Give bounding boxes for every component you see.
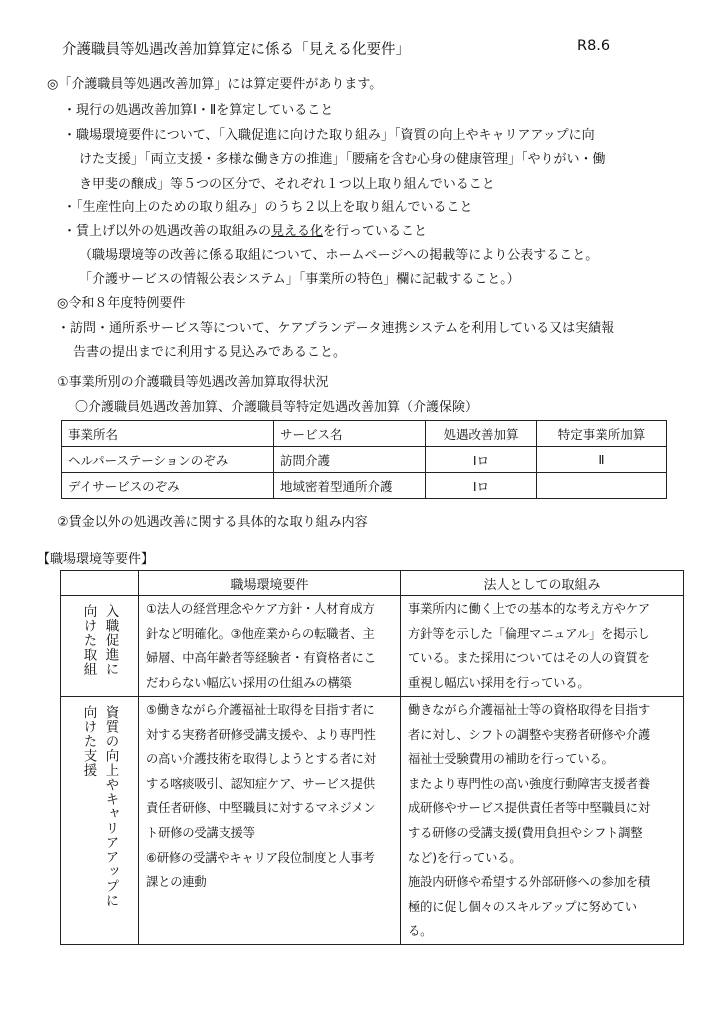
workplace-row-recruitment xyxy=(61,596,684,697)
category-cell xyxy=(61,697,139,945)
intro-lead: ◎「介護職員等処遇改善加算」には算定要件があります。 xyxy=(47,77,383,92)
bullet-4-post: を行っていること xyxy=(323,224,428,239)
col-header-service: サービス名 xyxy=(274,421,426,447)
section-1-heading: ①事業所別の介護職員等処遇改善加算取得状況 xyxy=(57,375,329,390)
requirement-line: ①法人の経営理念やケア方針・人材育成方 xyxy=(146,602,375,616)
requirement-line: ⑥研修の受講やキャリア段位制度と人事考 xyxy=(146,850,375,865)
action-cell xyxy=(401,596,684,697)
requirement-line: 婦層、中高年齢者等経験者・有資格者にこ xyxy=(146,651,376,666)
visible-requirement-underline: 見える化 xyxy=(271,224,324,239)
requirement-line: ト研修の受講支援等 xyxy=(146,825,255,840)
action-line: 極的に促し個々のスキルアップに努めてい xyxy=(408,899,637,914)
action-line: 事業所内に働く上での基本的な考え方やケア xyxy=(408,602,650,616)
cell-allowance: Ⅰロ xyxy=(426,473,537,499)
cell-specific: Ⅱ xyxy=(537,447,667,473)
bullet-3: ・「生産性向上のための取り組み」のうち２以上を取り組んでいること xyxy=(63,200,473,215)
bullet-2-line-1: ・職場環境要件について、「入職促進に向けた取り組み」「資質の向上やキャリアアップに向 xyxy=(63,128,595,143)
special-line-1: ・訪問・通所系サービス等について、ケアプランデータ連携システムを利用している又は実績報 xyxy=(57,321,615,336)
requirement-line: する喀痰吸引、認知症ケア、サービス提供 xyxy=(146,776,375,791)
cell-allowance: Ⅰロ xyxy=(426,447,537,473)
special-heading: ◎令和８年度特例要件 xyxy=(57,296,186,311)
action-line: ている。また採用についてはその人の資質を xyxy=(408,651,650,666)
action-line: 成研修やサービス提供責任者等中堅職員に対 xyxy=(408,801,650,816)
action-cell xyxy=(401,697,684,945)
bullet-1: ・現行の処遇改善加算Ⅰ・Ⅱを算定していること xyxy=(63,103,334,118)
category-col-1: 入職促進に xyxy=(102,604,119,677)
bullet-2-line-2: けた支援」「両立支援・多様な働き方の推進」「腰痛を含む心身の健康管理」「やりがい・働 xyxy=(79,152,606,167)
workplace-header-row xyxy=(61,571,684,596)
category-col-2: 向けた取組 xyxy=(80,604,97,677)
col-header-office: 事業所名 xyxy=(62,421,274,447)
action-line: 重視し幅広い採用を行っている。 xyxy=(408,675,590,690)
table-row xyxy=(62,447,667,473)
col-header-specific: 特定事業所加算 xyxy=(537,421,667,447)
section-1-subheading: 〇介護職員処遇改善加算、介護職員等特定処遇改善加算（介護保険） xyxy=(75,400,479,415)
category-col-2: 向けた支援 xyxy=(80,705,97,778)
col-header-requirement: 職場環境要件 xyxy=(139,571,401,596)
workplace-label: 【職場環境等要件】 xyxy=(37,552,155,567)
action-line: する研修の受講支援(費用負担やシフト調整 xyxy=(408,825,643,840)
action-line: 施設内研修や希望する外部研修への参加を積 xyxy=(408,875,650,890)
table-header-row xyxy=(62,421,667,447)
cell-office: デイサービスのぞみ xyxy=(62,473,274,499)
action-line: る。 xyxy=(408,924,433,939)
requirement-line: の高い介護技術を取得しようとする者に対 xyxy=(146,752,376,767)
requirement-line: 対する実務者研修受講支援や、より専門性 xyxy=(146,727,376,742)
requirement-line: 責任者研修、中堅職員に対するマネジメン xyxy=(146,801,376,816)
workplace-table xyxy=(60,570,684,945)
cell-service: 訪問介護 xyxy=(274,447,426,473)
cell-office: ヘルパーステーションのぞみ xyxy=(62,447,274,473)
note-line-1: （職場環境等の改善に係る取組について、ホームページへの掲載等により公表すること。 xyxy=(79,248,599,263)
category-cell xyxy=(61,596,139,697)
header-empty-cell xyxy=(61,571,139,596)
bullet-4-pre: ・賃上げ以外の処遇改善の取組みの xyxy=(63,224,272,239)
action-line: 者に対し、シフトの調整や実務者研修や介護 xyxy=(408,727,650,742)
requirement-line: だわらない幅広い採用の仕組みの構築 xyxy=(146,675,352,690)
action-line: またより専門性の高い強度行動障害支援者養 xyxy=(408,776,650,791)
cell-specific xyxy=(537,473,667,499)
action-line: 福祉士受験費用の補助を行っている。 xyxy=(408,752,614,767)
table-row xyxy=(62,473,667,499)
requirement-cell xyxy=(139,596,401,697)
col-header-action: 法人としての取組み xyxy=(401,571,684,596)
action-line: 働きながら介護福祉士等の資格取得を目指す xyxy=(408,703,650,717)
bullet-2-line-3: き甲斐の醸成」等５つの区分で、それぞれ１つ以上取り組んでいること xyxy=(79,177,495,192)
special-line-2: 告書の提出までに利用する見込みであること。 xyxy=(73,345,347,360)
action-line: など)を行っている。 xyxy=(408,850,522,865)
cell-service: 地域密着型通所介護 xyxy=(274,473,426,499)
requirement-line: 課との連動 xyxy=(146,875,207,890)
category-col-1: 資質の向上やキャリアアップに xyxy=(102,705,119,908)
allowance-table xyxy=(61,420,667,499)
requirement-line: 針など明確化。③他産業からの転職者、主 xyxy=(146,626,375,641)
bullet-4 xyxy=(63,223,427,241)
document-date: R8.6 xyxy=(577,38,611,54)
section-2-heading: ②賃金以外の処遇改善に関する具体的な取り組み内容 xyxy=(57,515,368,530)
workplace-row-career xyxy=(61,697,684,945)
col-header-allowance: 処遇改善加算 xyxy=(426,421,537,447)
requirement-cell xyxy=(139,697,401,945)
note-line-2: 「介護サービスの情報公表システム」「事業所の特色」欄に記載すること。） xyxy=(79,272,520,287)
action-line: 方針等を示した「倫理マニュアル」を掲示し xyxy=(408,626,650,641)
requirement-line: ⑤働きながら介護福祉士取得を目指す者に xyxy=(146,703,375,717)
page-title: 介護職員等処遇改善加算算定に係る「見える化要件」 xyxy=(62,42,410,58)
